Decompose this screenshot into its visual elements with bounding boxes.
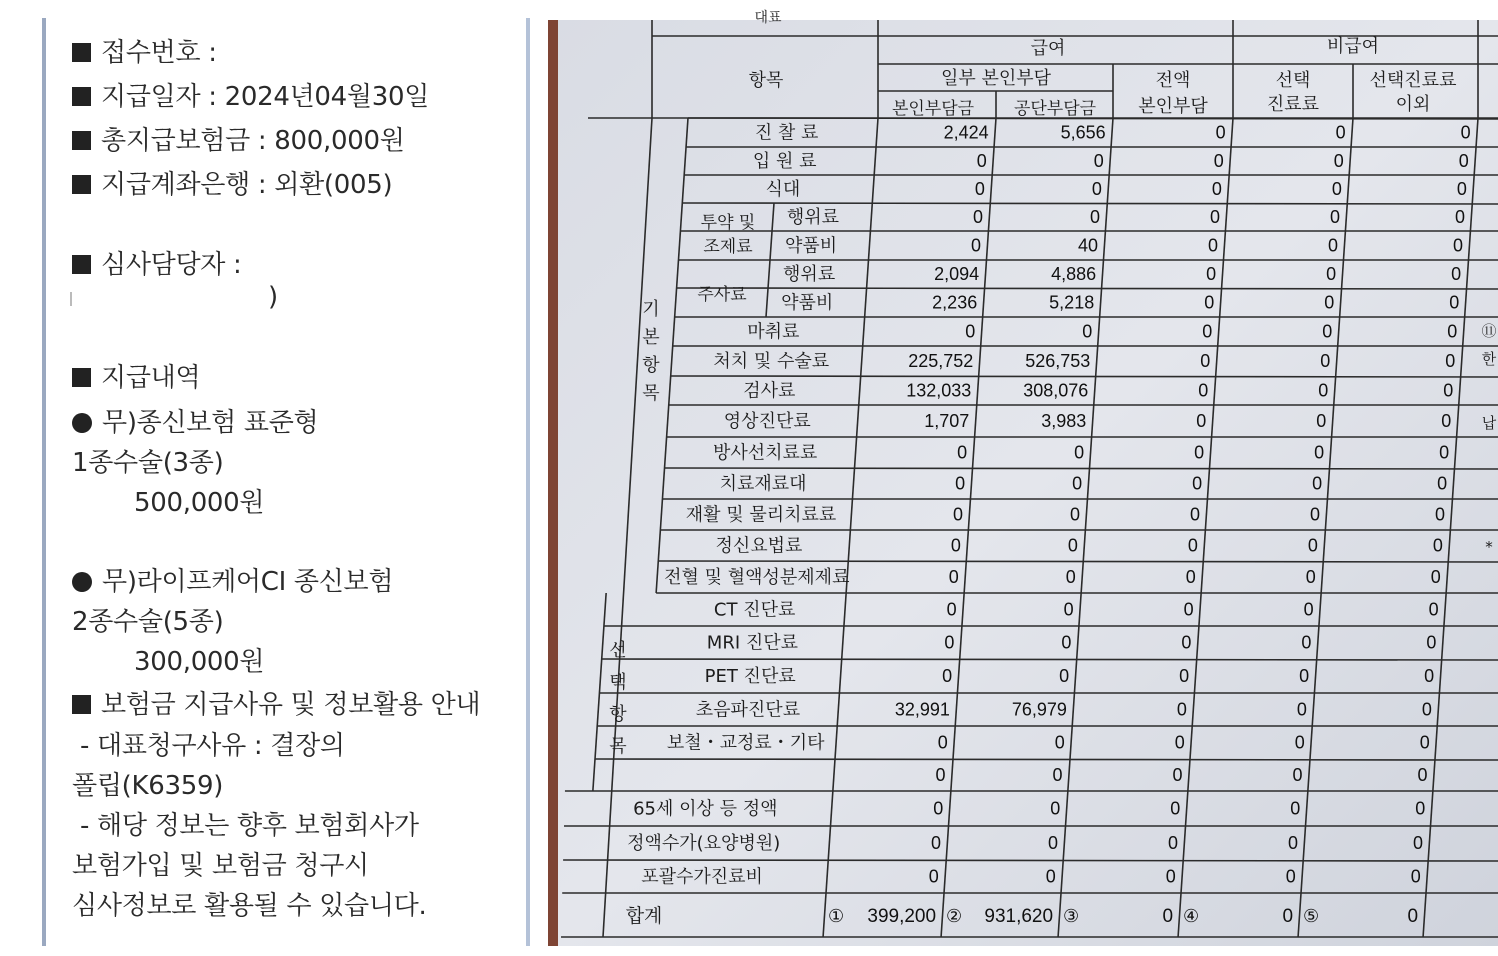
- basic-group-label: 기: [642, 299, 660, 320]
- row-label: 정신요법료: [715, 535, 803, 557]
- row-label: 초음파진단료: [695, 699, 801, 721]
- header-covered: 급여: [1030, 38, 1066, 59]
- total-value: 0: [1282, 906, 1294, 927]
- row-value: 0: [1333, 151, 1344, 171]
- row-value: 0: [1200, 351, 1211, 371]
- row-value: 0: [1421, 699, 1432, 720]
- row-value: 0: [1329, 207, 1340, 227]
- med-group-label: 투약 및: [700, 213, 756, 233]
- total-mark: ④: [1183, 906, 1200, 926]
- row-value: 0: [1292, 765, 1303, 785]
- row-value: 0: [1172, 765, 1183, 785]
- bullet-square-icon: [72, 131, 91, 150]
- row-value: 0: [1181, 632, 1192, 653]
- row-value: 0: [1192, 473, 1203, 494]
- total-label: 합계: [625, 905, 663, 927]
- item2-amount: 300,000원: [134, 647, 265, 677]
- row-value: 0: [1331, 179, 1342, 199]
- row-value: 0: [950, 535, 961, 556]
- header-public-pay: 공단부담금: [1013, 99, 1097, 119]
- row-value: 0: [1059, 666, 1070, 686]
- row-value: 0: [1179, 666, 1190, 686]
- row-value: 0: [1456, 179, 1467, 199]
- bank: 지급계좌은행 : 외환(005): [101, 170, 393, 200]
- total-value: 399,200: [867, 906, 937, 927]
- row-value: 0: [965, 321, 976, 342]
- row-value: 0: [955, 473, 966, 494]
- edge-mark: *: [1485, 538, 1493, 556]
- bullet-square-icon: [72, 175, 91, 194]
- row-value: 0: [1451, 264, 1462, 284]
- row-value: 0: [1285, 866, 1296, 887]
- total-value: 0: [1407, 906, 1419, 927]
- row-value: 0: [1441, 411, 1452, 431]
- row-value: 0: [1074, 442, 1085, 463]
- row-label: 65세 이상 등 정액: [633, 798, 778, 820]
- row-value: 0: [1322, 321, 1333, 342]
- details-header: 지급내역: [101, 363, 201, 393]
- row-value: 0: [1209, 207, 1220, 227]
- bullet-square-icon: [72, 368, 91, 387]
- basic-group-label: 본: [642, 327, 660, 348]
- row-value: 0: [1443, 380, 1454, 401]
- injection-group-label: 주사료: [697, 285, 747, 305]
- row-line: [563, 860, 1498, 861]
- item1-amount: 500,000원: [134, 488, 265, 518]
- header-other1: 선택진료료: [1369, 70, 1457, 91]
- row-value: 0: [976, 151, 987, 171]
- total-value: 931,620: [984, 906, 1054, 927]
- row-value: 0: [1453, 235, 1464, 256]
- info-line-2: 보험가입 및 보험금 청구시: [72, 851, 369, 881]
- row-value: 0: [1054, 732, 1065, 753]
- header-select1: 선택: [1275, 70, 1311, 91]
- row-label: 약품비: [781, 292, 834, 314]
- total-mark: ⑤: [1303, 906, 1320, 926]
- header-self-pay: 본인부담금: [891, 99, 975, 119]
- row-value: 5,656: [1060, 122, 1106, 143]
- row-value: 0: [1072, 473, 1083, 494]
- med-group-label: 조제료: [703, 237, 753, 257]
- select-group-label: 목: [609, 736, 627, 757]
- row-value: 0: [1410, 866, 1421, 887]
- row-value: 0: [1415, 798, 1426, 819]
- row-line: [658, 561, 1498, 562]
- row-value: 0: [948, 567, 959, 587]
- bullet-square-icon: [72, 43, 91, 62]
- row-value: 0: [1449, 292, 1460, 313]
- row-value: 0: [1314, 442, 1325, 463]
- row-value: 132,033: [906, 380, 972, 401]
- row-value: 0: [1206, 264, 1217, 284]
- item2-name-line: [72, 561, 393, 598]
- row-value: 0: [930, 833, 941, 853]
- row-value: 0: [1204, 292, 1215, 313]
- item2-type: 2종수술(5종): [72, 607, 224, 637]
- row-value: 0: [952, 504, 964, 525]
- row-value: 0: [1187, 535, 1198, 556]
- row-value: 0: [1458, 151, 1469, 171]
- details-header-line: [72, 357, 200, 394]
- item1-type: 1종수술(3종): [72, 448, 224, 478]
- row-value: 0: [1316, 411, 1327, 431]
- row-line: [671, 376, 1498, 377]
- edge-mark: 납: [1481, 414, 1497, 432]
- row-value: 0: [937, 732, 948, 753]
- row-value: 2,094: [934, 264, 980, 284]
- row-label: 보철・교정료・기타: [666, 732, 825, 754]
- row-value: 0: [1170, 798, 1181, 819]
- row-value: 4,886: [1051, 264, 1097, 284]
- select-group-label: 선: [609, 640, 627, 661]
- row-value: 0: [1301, 632, 1312, 653]
- row-value: 0: [1335, 122, 1346, 143]
- row-value: 32,991: [894, 699, 950, 720]
- reason-line-1: - 대표청구사유 : 결장의: [72, 731, 345, 761]
- row-value: 0: [1198, 380, 1209, 401]
- redacted-reviewer-contact: [70, 282, 280, 312]
- row-value: 0: [933, 798, 944, 819]
- basic-group-label: 목: [642, 383, 660, 404]
- row-value: 0: [1045, 866, 1056, 887]
- row-value: 0: [1312, 473, 1323, 494]
- row-value: 0: [1176, 699, 1187, 720]
- receipt-number: 접수번호 :: [101, 38, 217, 68]
- row-value: 0: [1167, 833, 1178, 853]
- row-line: [682, 203, 1498, 204]
- row-label: 포괄수가진료비: [641, 866, 763, 888]
- row-value: 0: [1061, 632, 1072, 653]
- row-value: 0: [1189, 504, 1201, 525]
- row-value: 1,707: [924, 411, 970, 431]
- row-value: 0: [971, 235, 982, 256]
- row-value: 0: [942, 666, 953, 686]
- row-label: MRI 진단료: [706, 632, 799, 654]
- bullet-square-icon: [72, 695, 91, 714]
- row-value: 0: [1454, 207, 1465, 227]
- row-label: 처치 및 수술료: [713, 351, 830, 372]
- edge-mark: 한: [1481, 350, 1497, 368]
- row-value: 0: [972, 207, 983, 227]
- edge-mark: ⑪: [1481, 322, 1497, 340]
- row-value: 0: [1426, 632, 1437, 653]
- pay-date: 지급일자 : 2024년04월30일: [101, 82, 430, 112]
- receipt-photo: [548, 10, 1498, 946]
- row-label: 전혈 및 혈액성분제제료: [664, 567, 850, 588]
- row-value: 0: [1318, 380, 1329, 401]
- row-value: 0: [1417, 765, 1428, 785]
- reviewer-close-paren: ): [268, 282, 278, 312]
- row-label: 행위료: [786, 207, 840, 228]
- item1-name: 무)종신보험 표준형: [102, 408, 319, 438]
- row-value: 0: [1052, 765, 1063, 785]
- row-value: 0: [1299, 666, 1310, 686]
- header-full2: 본인부담: [1138, 96, 1208, 117]
- header-partial: 일부 본인부담: [940, 68, 1052, 89]
- row-label: 영상진단료: [723, 411, 811, 432]
- row-value: 0: [1202, 321, 1213, 342]
- row-value: 0: [1213, 151, 1224, 171]
- row-value: 0: [1328, 235, 1339, 256]
- row-line: [602, 659, 1498, 660]
- row-value: 0: [1303, 599, 1314, 620]
- row-value: 3,983: [1041, 411, 1087, 431]
- row-label: 재활 및 물리치료료: [685, 504, 837, 526]
- header-select2: 진료료: [1266, 94, 1320, 115]
- left-border: [42, 18, 46, 946]
- row-value: 0: [946, 599, 957, 620]
- row-value: 0: [1447, 321, 1458, 342]
- row-value: 5,218: [1049, 292, 1095, 313]
- header-full1: 전액: [1155, 70, 1191, 91]
- row-value: 0: [1067, 535, 1078, 556]
- pay-date-line: [72, 76, 429, 113]
- row-label: PET 진단료: [704, 666, 796, 687]
- header-cut-text: 대표: [754, 10, 782, 26]
- row-value: 0: [1324, 292, 1335, 313]
- row-value: 0: [1290, 798, 1301, 819]
- row-value: 0: [1065, 567, 1076, 587]
- receipt-table: [548, 10, 1498, 946]
- row-value: 0: [1208, 235, 1219, 256]
- row-value: 0: [1294, 732, 1305, 753]
- receipt-number-line: [72, 32, 217, 69]
- row-value: 0: [1215, 122, 1226, 143]
- total-mark: ③: [1063, 906, 1080, 926]
- row-value: 0: [1305, 567, 1316, 587]
- payment-notice-panel: [0, 0, 540, 956]
- header-other2: 이외: [1395, 94, 1431, 115]
- row-value: 2,236: [932, 292, 978, 313]
- row-value: 0: [1089, 207, 1100, 227]
- row-label: 치료재료대: [719, 473, 807, 495]
- row-value: 40: [1078, 235, 1099, 256]
- row-value: 0: [944, 632, 955, 653]
- bank-line: [72, 164, 392, 201]
- row-value: 0: [1047, 833, 1058, 853]
- row-value: 0: [1185, 567, 1196, 587]
- row-value: 0: [1211, 179, 1222, 199]
- row-value: 0: [1320, 351, 1331, 371]
- row-line: [665, 468, 1498, 469]
- row-value: 0: [1296, 699, 1307, 720]
- row-value: 0: [1309, 504, 1321, 525]
- row-label: 식대: [765, 179, 801, 200]
- row-value: 0: [1326, 264, 1337, 284]
- row-value: 0: [1183, 599, 1194, 620]
- row-value: 0: [1424, 666, 1435, 686]
- row-value: 225,752: [908, 351, 974, 371]
- row-label: 마취료: [747, 321, 800, 343]
- row-value: 0: [1194, 442, 1205, 463]
- row-label: CT 진단료: [713, 599, 796, 621]
- row-value: 0: [974, 179, 985, 199]
- total-amount-line: [72, 120, 405, 157]
- header-item: 항목: [748, 70, 784, 91]
- total-amount: 총지급보험금 : 800,000원: [101, 126, 405, 156]
- info-line-3: 심사정보로 활용될 수 있습니다.: [72, 891, 427, 921]
- row-label: 정액수가(요양병원): [627, 833, 781, 854]
- row-value: 0: [1428, 599, 1439, 620]
- total-mark: ①: [828, 906, 845, 926]
- row-label: 행위료: [783, 264, 836, 285]
- row-value: 0: [957, 442, 968, 463]
- row-label: 약품비: [784, 235, 838, 257]
- reviewer-line: [72, 244, 242, 281]
- row-value: 0: [1437, 473, 1448, 494]
- select-group-label: 택: [609, 672, 627, 693]
- row-value: 0: [1434, 504, 1446, 525]
- row-value: 0: [1069, 504, 1081, 525]
- reviewer: 심사담당자 :: [101, 250, 242, 280]
- basic-group-label: 항: [642, 355, 660, 376]
- row-value: 0: [1412, 833, 1423, 853]
- reason-line-2: 폴립(K6359): [72, 771, 224, 801]
- bullet-circle-icon: [72, 572, 92, 592]
- bullet-square-icon: [72, 87, 91, 106]
- info-line-1: - 해당 정보는 향후 보험회사가: [72, 811, 419, 841]
- row-value: 0: [1063, 599, 1074, 620]
- item2-name: 무)라이프케어CI 종신보험: [102, 567, 394, 597]
- reason-header: 보험금 지급사유 및 정보활용 안내: [101, 690, 481, 720]
- item1-name-line: [72, 402, 318, 439]
- row-value: 0: [928, 866, 939, 887]
- row-value: 0: [1430, 567, 1441, 587]
- total-value: 0: [1162, 906, 1174, 927]
- bullet-square-icon: [72, 255, 91, 274]
- row-label: 입 원 료: [752, 151, 817, 172]
- row-value: 0: [1419, 732, 1430, 753]
- row-label: 검사료: [743, 380, 796, 402]
- row-value: 0: [1460, 122, 1471, 143]
- row-value: 0: [935, 765, 946, 785]
- row-value: 0: [1196, 411, 1207, 431]
- row-value: 76,979: [1011, 699, 1067, 720]
- row-value: 0: [1174, 732, 1185, 753]
- row-value: 526,753: [1025, 351, 1091, 371]
- row-line: [677, 288, 1498, 289]
- select-group-label: 항: [609, 704, 627, 725]
- row-value: 308,076: [1023, 380, 1089, 401]
- row-line: [595, 759, 1498, 760]
- row-value: 0: [1165, 866, 1176, 887]
- row-label: 방사선치료료: [712, 442, 818, 464]
- row-value: 0: [1093, 151, 1104, 171]
- row-value: 2,424: [943, 122, 989, 143]
- row-value: 0: [1287, 833, 1298, 853]
- right-border: [526, 18, 530, 946]
- row-value: 0: [1082, 321, 1093, 342]
- total-mark: ②: [946, 906, 963, 926]
- row-value: 0: [1445, 351, 1456, 371]
- desk-edge: [548, 20, 558, 946]
- row-value: 0: [1439, 442, 1450, 463]
- row-value: 0: [1050, 798, 1061, 819]
- reason-header-line: [72, 684, 480, 721]
- row-value: 0: [1307, 535, 1318, 556]
- row-value: 0: [1091, 179, 1102, 199]
- bullet-circle-icon: [72, 413, 92, 433]
- row-label: 진 찰 료: [754, 122, 819, 144]
- row-value: 0: [1432, 535, 1443, 556]
- header-noncovered: 비급여: [1326, 36, 1380, 57]
